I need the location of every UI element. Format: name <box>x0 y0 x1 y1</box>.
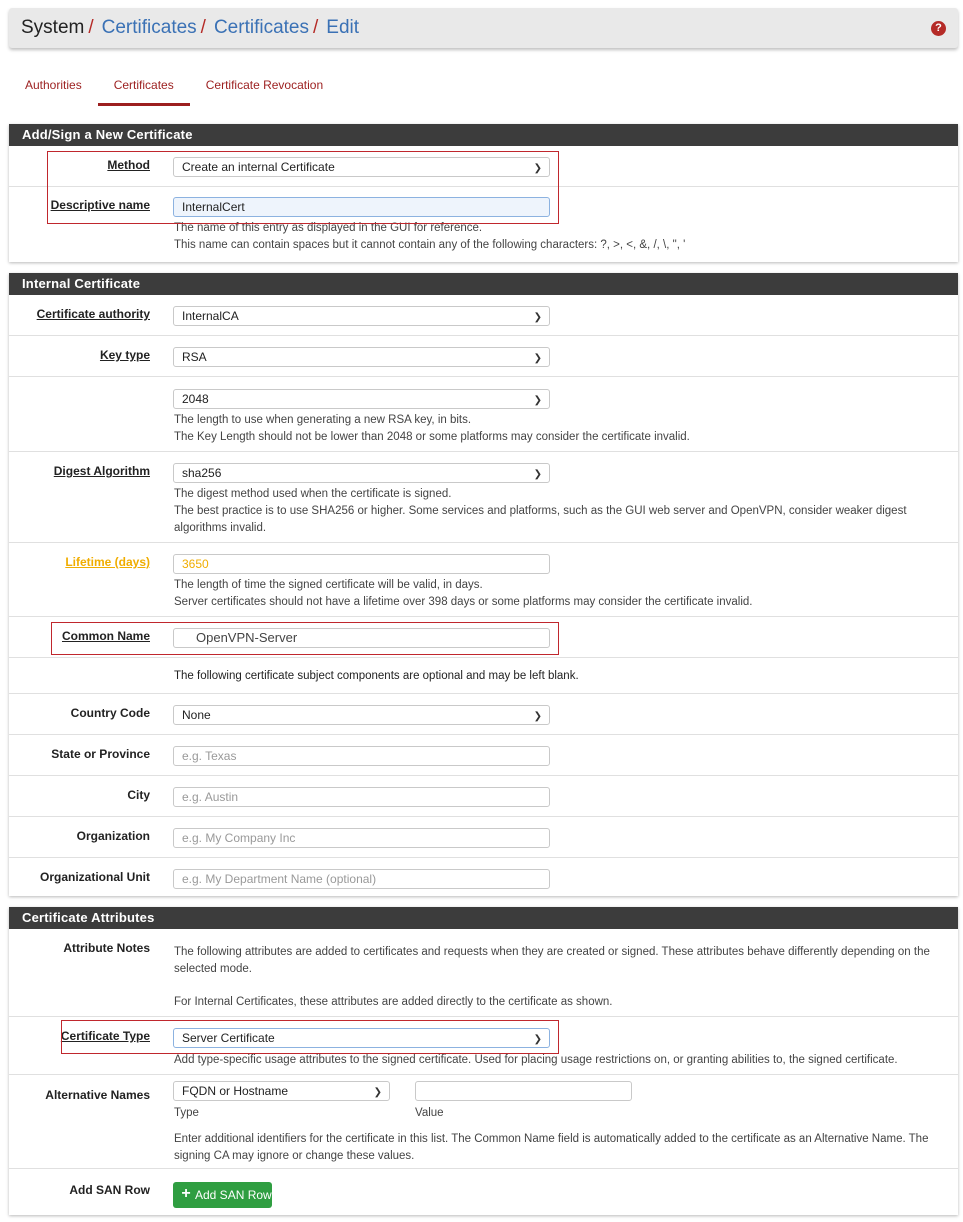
alt-value-input[interactable] <box>415 1081 632 1101</box>
country-select[interactable] <box>173 705 550 725</box>
alt-type-select[interactable] <box>173 1081 390 1101</box>
key-type-select[interactable] <box>173 347 550 367</box>
alt-type-caption: Type <box>174 1107 199 1119</box>
tab-certificate-revocation[interactable]: Certificate Revocation <box>205 78 324 92</box>
certificate-type-label: Certificate Type <box>60 1029 150 1043</box>
chevron-down-icon: ❯ <box>373 1087 382 1098</box>
breadcrumb-system: System <box>21 17 85 38</box>
digest-help <box>174 486 944 537</box>
alternative-names-label: Alternative Names <box>45 1088 150 1102</box>
help-line: The best practice is to use SHA256 or higher. Some services and platforms, such as the GUI web server and OpenVPN, consider weaker digest algorithms invalid. <box>174 505 907 534</box>
descriptive-name-input[interactable]: InternalCert <box>173 197 550 217</box>
question-circle-icon[interactable]: ? <box>931 21 946 36</box>
help-line: For Internal Certificates, these attributes are added directly to the certificate as shown. <box>174 996 613 1008</box>
org-unit-input[interactable]: e.g. My Department Name (optional) <box>173 869 550 889</box>
method-select[interactable] <box>173 157 550 177</box>
city-row <box>9 776 958 817</box>
digest-label: Digest Algorithm <box>53 464 150 478</box>
lifetime-help <box>174 577 944 611</box>
descriptive-name-help <box>174 220 944 254</box>
ca-row <box>9 295 958 336</box>
plus-icon: + <box>181 1185 191 1202</box>
add-san-row <box>9 1169 958 1215</box>
key-length-value: 2048 <box>182 392 209 406</box>
org-unit-row <box>9 858 958 896</box>
chevron-down-icon: ❯ <box>533 163 542 174</box>
digest-row <box>9 452 958 543</box>
organization-row <box>9 817 958 858</box>
lifetime-input[interactable]: 3650 <box>173 554 550 574</box>
chevron-down-icon: ❯ <box>533 469 542 480</box>
key-length-select[interactable] <box>173 389 550 409</box>
attribute-notes-row <box>9 929 958 1017</box>
common-name-input[interactable]: OpenVPN-Server <box>173 628 550 648</box>
tab-authorities[interactable]: Authorities <box>25 78 82 92</box>
ca-label: Certificate authority <box>36 307 150 321</box>
help-line: The length to use when generating a new RSA key, in bits. <box>174 414 472 426</box>
common-name-label: Common Name <box>61 629 150 643</box>
country-value: None <box>182 708 211 722</box>
optional-note-row <box>9 658 958 694</box>
country-label: Country Code <box>70 706 150 720</box>
city-input[interactable]: e.g. Austin <box>173 787 550 807</box>
key-type-value: RSA <box>182 350 207 364</box>
organization-label: Organization <box>76 829 150 843</box>
certificate-attributes-panel <box>9 907 958 1215</box>
ca-select[interactable] <box>173 306 550 326</box>
alternative-names-row <box>9 1075 958 1169</box>
state-input[interactable]: e.g. Texas <box>173 746 550 766</box>
alt-type-value: FQDN or Hostname <box>182 1084 289 1098</box>
chevron-down-icon: ❯ <box>533 395 542 406</box>
add-san-row-button[interactable] <box>173 1182 272 1208</box>
help-line: The digest method used when the certificate is signed. <box>174 488 452 500</box>
tab-bar <box>9 68 339 106</box>
organization-input[interactable]: e.g. My Company Inc <box>173 828 550 848</box>
org-unit-label: Organizational Unit <box>39 870 150 884</box>
lifetime-row <box>9 543 958 617</box>
digest-select[interactable] <box>173 463 550 483</box>
descriptive-name-row <box>9 187 958 262</box>
panel-title: Add/Sign a New Certificate <box>9 124 958 146</box>
breadcrumb-separator: / <box>200 17 206 38</box>
attribute-notes-label: Attribute Notes <box>63 941 150 955</box>
add-san-label: Add SAN Row <box>69 1183 150 1197</box>
common-name-row <box>9 617 958 658</box>
help-line: The Key Length should not be lower than 2048 or some platforms may consider the certificate invalid. <box>174 431 690 443</box>
lifetime-label: Lifetime (days) <box>65 555 150 569</box>
breadcrumb-separator: / <box>88 17 94 38</box>
certificate-type-value: Server Certificate <box>182 1031 275 1045</box>
breadcrumb-certificates-1[interactable]: Certificates <box>101 17 197 38</box>
panel-title: Certificate Attributes <box>9 907 958 929</box>
method-row <box>9 146 958 187</box>
chevron-down-icon: ❯ <box>533 1034 542 1045</box>
add-san-button-label: Add SAN Row <box>195 1188 272 1202</box>
tab-certificates[interactable]: Certificates <box>98 68 190 106</box>
certificate-type-select[interactable] <box>173 1028 550 1048</box>
certificate-type-row <box>9 1017 958 1075</box>
optional-note: The following certificate subject components are optional and may be left blank. <box>174 670 579 682</box>
key-type-row <box>9 336 958 377</box>
chevron-down-icon: ❯ <box>533 353 542 364</box>
breadcrumb-separator: / <box>312 17 319 38</box>
state-row <box>9 735 958 776</box>
alternative-names-help: Enter additional identifiers for the certificate in this list. The Common Name field is automatically added to the certificate as an Alternative Name. The signing CA may ignore or change these values. <box>174 1133 929 1162</box>
key-type-label: Key type <box>99 348 150 362</box>
panel-title: Internal Certificate <box>9 273 958 295</box>
city-label: City <box>127 788 150 802</box>
chevron-down-icon: ❯ <box>533 711 542 722</box>
add-sign-panel <box>9 124 958 262</box>
method-value: Create an internal Certificate <box>182 160 335 174</box>
help-line: This name can contain spaces but it cannot contain any of the following characters: ?, >, <, &, /, \, ", ' <box>174 239 686 251</box>
internal-certificate-panel <box>9 273 958 896</box>
method-label: Method <box>107 158 150 172</box>
attribute-notes-text <box>174 944 946 1011</box>
digest-value: sha256 <box>182 466 222 480</box>
breadcrumb <box>9 8 958 48</box>
key-length-help <box>174 412 944 446</box>
country-row <box>9 694 958 735</box>
help-line: The length of time the signed certificate will be valid, in days. <box>174 579 483 591</box>
ca-value: InternalCA <box>182 309 239 323</box>
chevron-down-icon: ❯ <box>533 312 542 323</box>
breadcrumb-certificates-2[interactable]: Certificates <box>213 17 309 38</box>
state-label: State or Province <box>51 747 150 761</box>
help-line: The name of this entry as displayed in the GUI for reference. <box>174 222 483 234</box>
help-line: The following attributes are added to certificates and requests when they are created or signed. These attributes behave differently depending on the selected mode. <box>174 946 930 975</box>
descriptive-name-label: Descriptive name <box>50 198 150 212</box>
certificate-type-help: Add type-specific usage attributes to the signed certificate. Used for placing usage restrictions on, or granting abilities to, the signed certificate. <box>174 1054 898 1066</box>
breadcrumb-edit[interactable]: Edit <box>326 17 360 38</box>
alt-value-caption: Value <box>415 1107 444 1119</box>
help-line: Server certificates should not have a lifetime over 398 days or some platforms may consider the certificate invalid. <box>174 596 753 608</box>
key-length-row <box>9 377 958 452</box>
